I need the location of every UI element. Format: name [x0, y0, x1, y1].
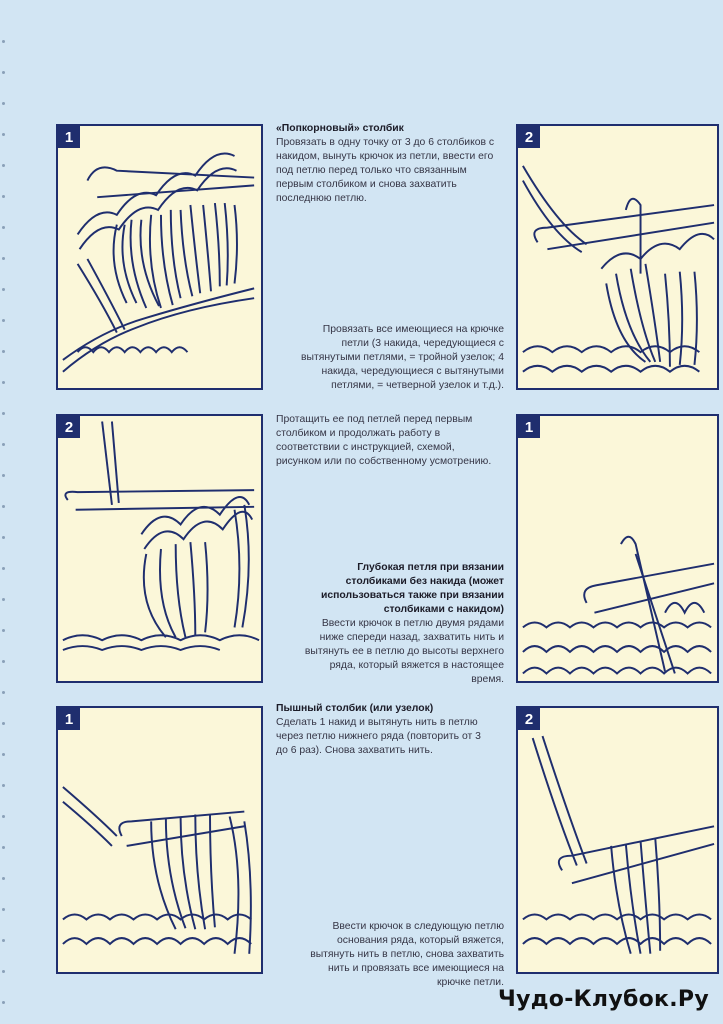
puff-stitch-body: Сделать 1 накид и вытянуть нить в петлю через петлю нижнего ряда (повторить от 3 до 6 раз). Снова захватить нить. — [276, 717, 481, 756]
illustration-panel-deep-loop-1 — [516, 414, 719, 683]
puff-stitch-text — [276, 702, 486, 758]
popcorn-step3-drawing — [58, 416, 261, 681]
popcorn-step2-drawing — [518, 126, 717, 388]
puff-stitch-title: Пышный столбик (или узелок) — [276, 703, 434, 714]
step-number-badge: 1 — [518, 416, 540, 438]
illustration-panel-popcorn-2 — [516, 124, 719, 390]
step-number-badge: 2 — [58, 416, 80, 438]
deep-loop-drawing — [518, 416, 717, 681]
illustration-panel-popcorn-1 — [56, 124, 263, 390]
insert-next-loop-body: Ввести крючок в следующую петлю основания ряда, который вяжется, вытянуть нить в петлю, снова захватить нить и провязать все имеющиеся на крючке петли. — [310, 921, 504, 988]
puff-step1-drawing — [58, 708, 261, 972]
knit-all-loops-text — [300, 323, 504, 393]
step-number-badge: 2 — [518, 708, 540, 730]
deep-loop-text — [300, 561, 504, 687]
puff-step2-drawing — [518, 708, 717, 972]
step-number-badge: 2 — [518, 126, 540, 148]
pull-through-text — [276, 413, 498, 469]
deep-loop-title: Глубокая петля при вязании столбиками без накида (может использоваться также при вязании столбиками с накидом) — [320, 562, 504, 615]
step-number-badge: 1 — [58, 708, 80, 730]
insert-next-loop-text — [296, 920, 504, 990]
popcorn-step1-drawing — [58, 126, 261, 388]
step-number-badge: 1 — [58, 126, 80, 148]
illustration-panel-puff-1 — [56, 706, 263, 974]
binding-holes — [2, 40, 6, 1000]
deep-loop-body: Ввести крючок в петлю двумя рядами ниже спереди назад, захватить нить и вытянуть ее в петлю до высоты верхнего ряда, который вяжется в настоящее время. — [304, 618, 504, 685]
illustration-panel-popcorn-3 — [56, 414, 263, 683]
popcorn-stitch-title: «Попкорновый» столбик — [276, 123, 404, 134]
illustration-panel-puff-2 — [516, 706, 719, 974]
popcorn-stitch-body: Провязать в одну точку от 3 до 6 столбиков с накидом, вынуть крючок из петли, ввести его под петлю перед только что связанным первым столбиком и снова захватить последнюю петлю. — [276, 137, 495, 204]
knit-all-loops-body: Провязать все имеющиеся на крючке петли (3 накида, чередующиеся с вытянутыми петлями, = тройной узелок; 4 накида, чередующиеся с вытянутыми петлями, = четверной узелок и т.д.). — [301, 324, 504, 391]
site-watermark: Чудо-Клубок.Ру — [498, 987, 709, 1012]
pull-through-body: Протащить ее под петлей перед первым столбиком и продолжать работу в соответствии с инструкцией, схемой, рисунком или по собственному усмотрению. — [276, 414, 492, 467]
popcorn-stitch-text — [276, 122, 502, 206]
